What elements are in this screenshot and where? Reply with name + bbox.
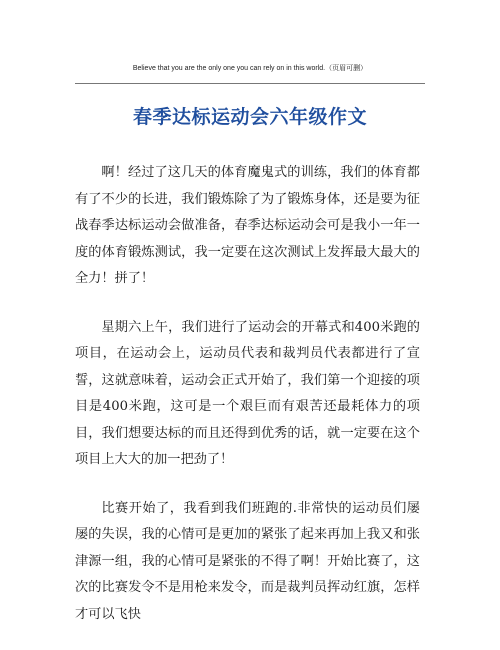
- paragraph-3: 比赛开始了，我看到我们班跑的.非常快的运动员们屡屡的失误，我的心情可是更加的紧张了起来再加上我又和张津源一组，我的心情可是紧张的不得了啊！开始比赛了，这次的比赛发令不是用枪来发令，而是裁判员挥动红旗，怎样才可以飞快: [75, 500, 420, 622]
- document-body: [75, 160, 420, 650]
- page-header: Believe that you are the only one you can rely on in this world.（页眉可删）: [132, 65, 368, 72]
- paragraph-1: 啊！经过了这几天的体育魔鬼式的训练，我们的体育都有了不少的长进，我们锻炼除了为了锻炼身体，还是要为征战春季达标运动会做准备，春季达标运动会可是我小一年一度的体育锻炼测试，我一定要在这次测试上发挥最大最大的全力！拼了！: [75, 165, 420, 286]
- paragraph-2: 星期六上午，我们进行了运动会的开幕式和400米跑的项目，在运动会上，运动员代表和裁判员代表都进行了宣誓，这就意味着，运动会正式开始了，我们第一个迎接的项目是400米跑，这可是一个艰巨而有艰苦还最耗体力的项目，我们想要达标的而且还得到优秀的话，就一定要在这个项目上大大的加一把劲了！: [75, 319, 420, 467]
- document-title: 春季达标运动会六年级作文: [132, 106, 367, 128]
- header-divider: [75, 83, 425, 84]
